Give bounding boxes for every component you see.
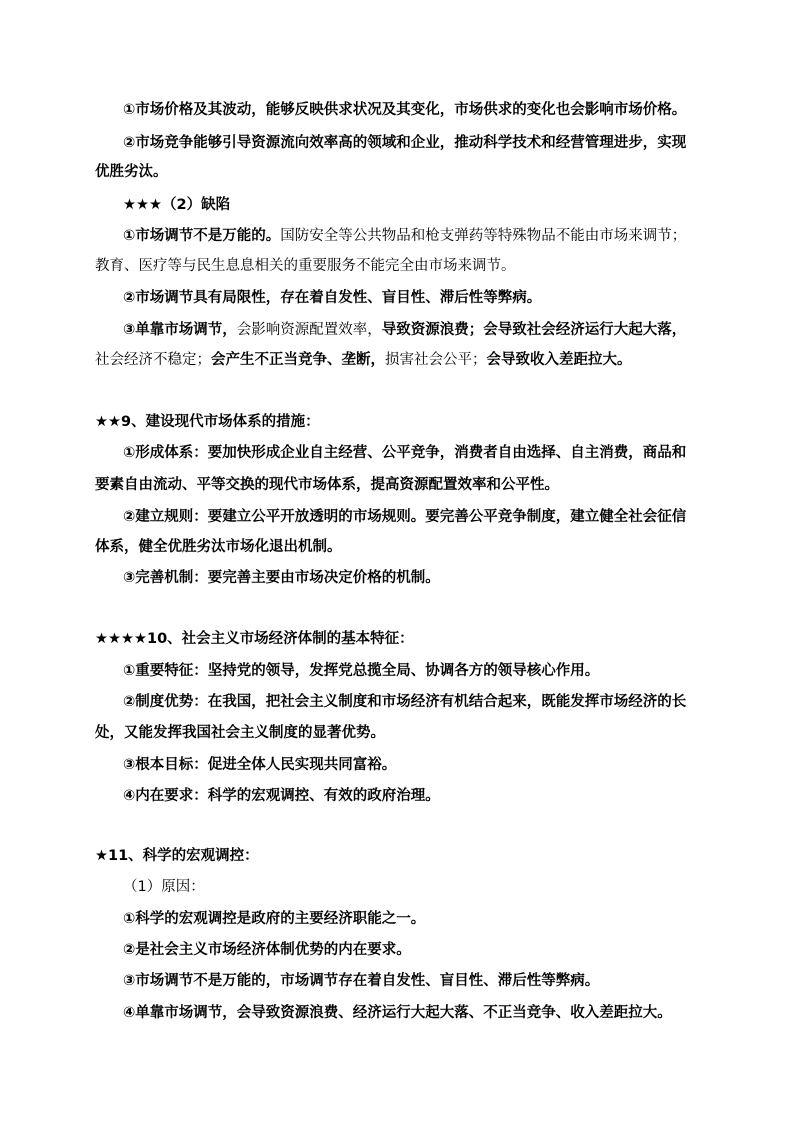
text-span: ④内在要求：科学的宏观调控、有效的政府治理。 — [123, 788, 440, 804]
text-line — [95, 723, 385, 743]
text-span: ★★★★10、社会主义市场经济体制的基本特征： — [95, 631, 414, 647]
text-line — [123, 226, 686, 246]
text-span: 导致资源浪费；会导致社会经济运行大起大落， — [381, 322, 687, 338]
text-span: ②市场竞争能够引导资源流向效率高的领域和企业，推动科学技术和经营管理进步，实现 — [123, 135, 687, 151]
text-span: ★★9、建设现代市场体系的措施： — [95, 414, 320, 430]
text-span: 会导致收入差距拉大。 — [486, 352, 632, 368]
text-span: ②建立规则：要建立公平开放透明的市场规则。要完善公平竞争制度，建立健全社会征信 — [123, 509, 687, 525]
text-span: ①科学的宏观调控是政府的主要经济职能之一。 — [123, 911, 426, 927]
text-span: ②是社会主义市场经济体制优势的内在要求。 — [123, 942, 411, 958]
text-line — [95, 256, 516, 276]
text-line — [123, 100, 686, 120]
text-span: 处，又能发挥我国社会主义制度的显著优势。 — [95, 725, 385, 741]
text-span: ①市场调节不是万能的。 — [123, 228, 281, 244]
text-span: ③市场调节不是万能的，市场调节存在着自发性、盲目性、滞后性等弊病。 — [123, 973, 600, 989]
text-span: ★★★（2）缺陷 — [123, 197, 231, 213]
text-span: 国防安全等公共物品和枪支弹药等特殊物品不能由市场来调节； — [280, 228, 687, 244]
text-span: 社会经济不稳定； — [95, 352, 211, 368]
text-line — [123, 877, 205, 897]
text-line — [123, 692, 686, 712]
section-heading — [95, 629, 414, 649]
text-line — [123, 971, 599, 991]
text-span: 会产生不正当竞争、垄断， — [211, 352, 385, 368]
text-span: ①重要特征：坚持党的领导，发挥党总揽全局、协调各方的领导核心作用。 — [123, 663, 600, 679]
text-line — [95, 350, 632, 370]
text-line — [95, 537, 342, 557]
text-line — [123, 507, 686, 527]
text-span: 会影响资源配置效率， — [236, 322, 382, 338]
text-span: 要素自由流动、平等交换的现代市场体系，提高资源配置效率和公平性。 — [95, 477, 559, 493]
text-span: 教育、医疗等与民生息息相关的重要服务不能完全由市场来调节。 — [95, 258, 516, 274]
text-span: （1）原因： — [123, 879, 205, 895]
text-line — [123, 133, 686, 153]
text-span: 优胜劣汰。 — [95, 164, 168, 180]
text-line — [123, 755, 396, 775]
section-heading — [95, 846, 259, 866]
text-line — [123, 786, 440, 806]
text-span: ④单靠市场调节，会导致资源浪费、经济运行大起大落、不正当竞争、收入差距拉大。 — [123, 1005, 672, 1021]
text-line — [123, 195, 230, 215]
text-span: ①市场价格及其波动，能够反映供求状况及其变化，市场供求的变化也会影响市场价格。 — [123, 102, 687, 118]
text-span: ①形成体系：要加快形成企业自主经营、公平竞争，消费者自由选择、自主消费，商品和 — [123, 445, 687, 461]
text-span: ③根本目标：促进全体人民实现共同富裕。 — [123, 757, 397, 773]
text-line — [123, 443, 686, 463]
text-line — [123, 320, 686, 340]
text-line — [95, 162, 168, 182]
text-line — [123, 661, 599, 681]
text-span: ②市场调节具有局限性，存在着自发性、盲目性、滞后性等弊病。 — [123, 290, 542, 306]
text-span: 损害社会公平； — [385, 352, 487, 368]
text-line — [123, 1003, 672, 1023]
text-line — [123, 940, 411, 960]
text-line — [123, 909, 425, 929]
text-line — [95, 475, 559, 495]
text-line — [123, 288, 541, 308]
text-span: ②制度优势：在我国，把社会主义制度和市场经济有机结合起来，既能发挥市场经济的长 — [123, 694, 687, 710]
text-span: ③单靠市场调节， — [123, 322, 237, 338]
text-span: ③完善机制：要完善主要由市场决定价格的机制。 — [123, 570, 440, 586]
section-heading — [95, 412, 320, 432]
text-span: ★11、科学的宏观调控： — [95, 848, 259, 864]
text-span: 体系，健全优胜劣汰市场化退出机制。 — [95, 539, 342, 555]
text-line — [123, 568, 440, 588]
